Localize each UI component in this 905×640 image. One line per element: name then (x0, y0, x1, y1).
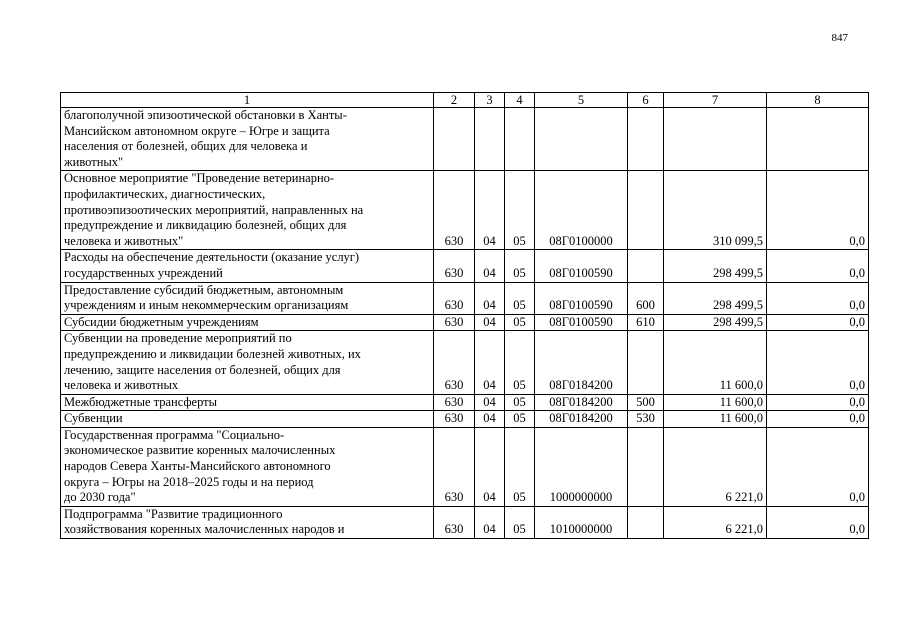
cell-amount: 11 600,0 (664, 394, 767, 411)
row-name-cell: благополучной эпизоотической обстановки в Ханты- Мансийском автономном округе – Югре и защита населения от болезней, общих для человека и животных" (61, 108, 434, 171)
column-header: 6 (628, 93, 664, 108)
cell-amount-2: 0,0 (767, 411, 869, 428)
budget-table (60, 92, 869, 539)
cell-expense-type (628, 427, 664, 506)
cell-subsection: 05 (505, 331, 535, 394)
table-row (61, 411, 869, 428)
cell-amount-2: 0,0 (767, 171, 869, 250)
row-name-cell: Субвенции на проведение мероприятий по предупреждению и ликвидации болезней животных, их лечению, защите населения от болезней, общих для человека и животных (61, 331, 434, 394)
cell-amount: 298 499,5 (664, 250, 767, 282)
cell-target-article: 08Г0100590 (535, 250, 628, 282)
cell-subsection: 05 (505, 411, 535, 428)
cell-expense-type (628, 250, 664, 282)
table-row (61, 314, 869, 331)
cell-section (475, 108, 505, 171)
cell-target-article: 08Г0184200 (535, 394, 628, 411)
row-name-cell: Субвенции (61, 411, 434, 428)
cell-section: 04 (475, 282, 505, 314)
cell-expense-type (628, 506, 664, 538)
cell-admin-code: 630 (434, 282, 475, 314)
cell-expense-type (628, 108, 664, 171)
row-name-cell: Межбюджетные трансферты (61, 394, 434, 411)
column-header: 4 (505, 93, 535, 108)
column-header: 8 (767, 93, 869, 108)
cell-target-article: 1010000000 (535, 506, 628, 538)
row-name-cell: Предоставление субсидий бюджетным, автономным учреждениям и иным некоммерческим организациям (61, 282, 434, 314)
cell-expense-type: 600 (628, 282, 664, 314)
cell-subsection: 05 (505, 314, 535, 331)
cell-admin-code: 630 (434, 427, 475, 506)
cell-amount: 310 099,5 (664, 171, 767, 250)
cell-admin-code: 630 (434, 250, 475, 282)
cell-section: 04 (475, 250, 505, 282)
cell-target-article: 1000000000 (535, 427, 628, 506)
cell-admin-code: 630 (434, 314, 475, 331)
cell-amount-2: 0,0 (767, 331, 869, 394)
table-row (61, 108, 869, 171)
cell-target-article: 08Г0100000 (535, 171, 628, 250)
cell-admin-code (434, 108, 475, 171)
cell-expense-type: 610 (628, 314, 664, 331)
cell-expense-type (628, 171, 664, 250)
table-row (61, 171, 869, 250)
cell-admin-code: 630 (434, 394, 475, 411)
cell-amount: 11 600,0 (664, 411, 767, 428)
table-row (61, 506, 869, 538)
cell-amount: 298 499,5 (664, 282, 767, 314)
cell-section: 04 (475, 394, 505, 411)
cell-amount (664, 108, 767, 171)
cell-section: 04 (475, 506, 505, 538)
table-row (61, 394, 869, 411)
cell-target-article: 08Г0100590 (535, 282, 628, 314)
row-name-cell: Основное мероприятие "Проведение ветеринарно- профилактических, диагностических, противоэпизоотических мероприятий, направленных на предупреждение и ликвидацию болезней, общих для человека и животных" (61, 171, 434, 250)
table-row (61, 250, 869, 282)
cell-section: 04 (475, 171, 505, 250)
cell-section: 04 (475, 427, 505, 506)
row-name-cell: Подпрограмма "Развитие традиционного хозяйствования коренных малочисленных народов и (61, 506, 434, 538)
table-row (61, 427, 869, 506)
cell-subsection: 05 (505, 394, 535, 411)
cell-subsection: 05 (505, 506, 535, 538)
column-header: 5 (535, 93, 628, 108)
cell-target-article: 08Г0184200 (535, 331, 628, 394)
cell-subsection: 05 (505, 250, 535, 282)
cell-target-article: 08Г0184200 (535, 411, 628, 428)
cell-section: 04 (475, 314, 505, 331)
cell-expense-type: 530 (628, 411, 664, 428)
cell-amount-2: 0,0 (767, 314, 869, 331)
cell-admin-code: 630 (434, 411, 475, 428)
cell-amount-2: 0,0 (767, 506, 869, 538)
cell-amount: 11 600,0 (664, 331, 767, 394)
row-name-cell: Субсидии бюджетным учреждениям (61, 314, 434, 331)
row-name-cell: Расходы на обеспечение деятельности (оказание услуг) государственных учреждений (61, 250, 434, 282)
cell-admin-code: 630 (434, 171, 475, 250)
row-name-cell: Государственная программа "Социально- экономическое развитие коренных малочисленных народов Севера Ханты-Мансийского автономного округа – Югры на 2018–2025 годы и на период до 2030 года" (61, 427, 434, 506)
cell-admin-code: 630 (434, 506, 475, 538)
cell-amount-2 (767, 108, 869, 171)
cell-amount-2: 0,0 (767, 394, 869, 411)
cell-subsection: 05 (505, 427, 535, 506)
cell-expense-type: 500 (628, 394, 664, 411)
cell-amount-2: 0,0 (767, 250, 869, 282)
cell-subsection: 05 (505, 171, 535, 250)
cell-target-article (535, 108, 628, 171)
cell-subsection (505, 108, 535, 171)
cell-subsection: 05 (505, 282, 535, 314)
cell-expense-type (628, 331, 664, 394)
cell-section: 04 (475, 331, 505, 394)
column-header: 7 (664, 93, 767, 108)
table-row (61, 331, 869, 394)
cell-target-article: 08Г0100590 (535, 314, 628, 331)
header-row (61, 93, 869, 108)
column-header: 3 (475, 93, 505, 108)
cell-amount-2: 0,0 (767, 282, 869, 314)
column-header: 2 (434, 93, 475, 108)
cell-section: 04 (475, 411, 505, 428)
cell-amount: 6 221,0 (664, 427, 767, 506)
cell-admin-code: 630 (434, 331, 475, 394)
cell-amount: 298 499,5 (664, 314, 767, 331)
column-header: 1 (61, 93, 434, 108)
table-row (61, 282, 869, 314)
cell-amount-2: 0,0 (767, 427, 869, 506)
cell-amount: 6 221,0 (664, 506, 767, 538)
page-number: 847 (831, 32, 848, 44)
